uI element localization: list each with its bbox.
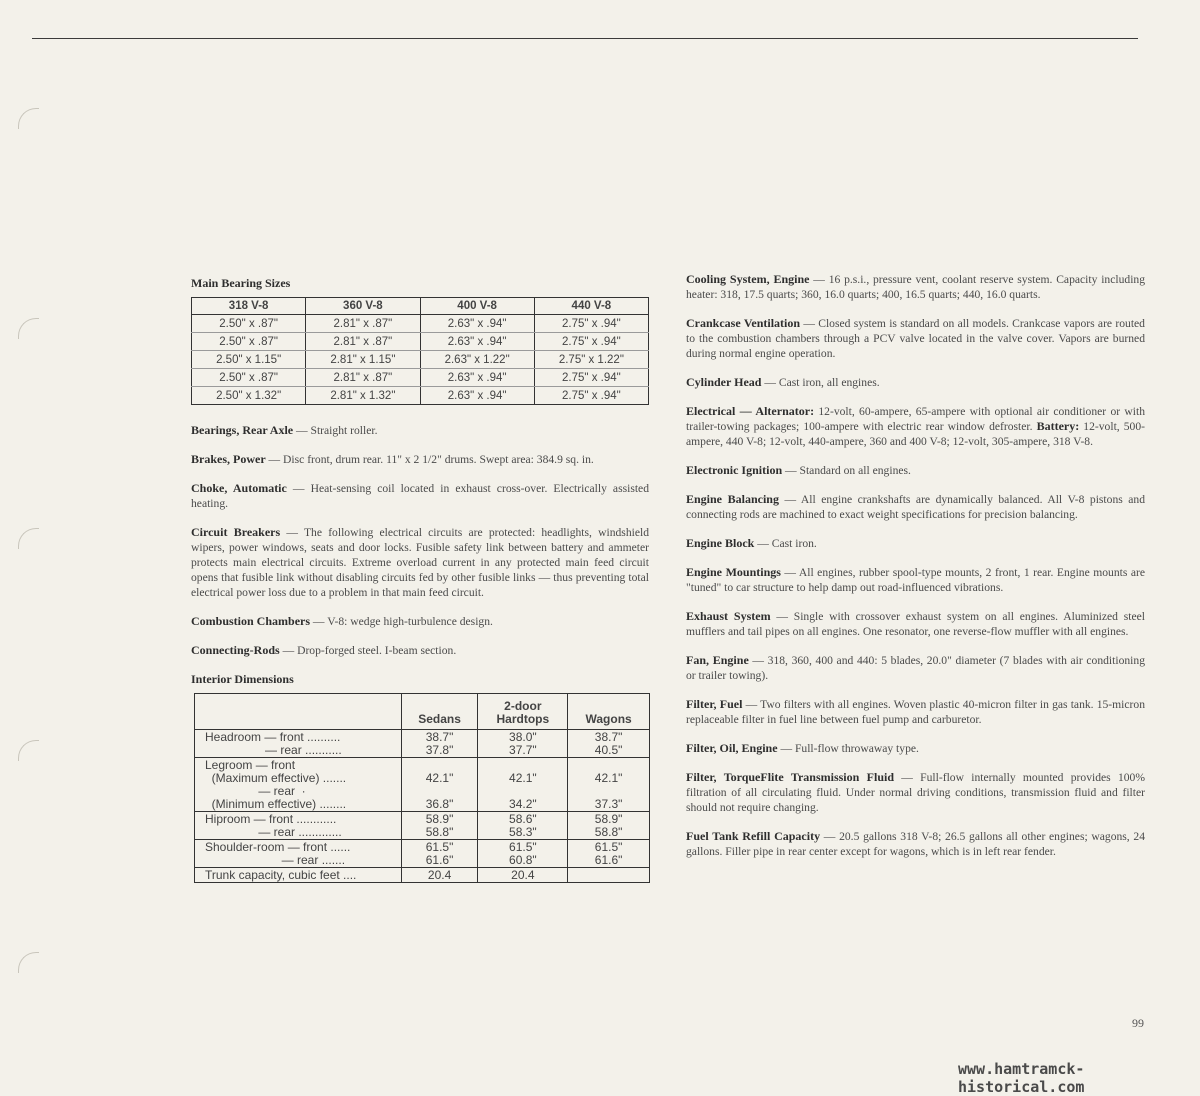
table-cell: 38.0" 37.7" [478, 730, 568, 758]
table-cell: 2.81" x 1.15" [306, 351, 420, 369]
spec-text: — Full-flow internally mounted provides 100% filtration of all circulating fluid. Under normal driving conditions, transmission fluid and filter should not require changing. [686, 771, 1145, 814]
punch-hole-mark [18, 108, 39, 129]
spec-term: Electronic Ignition [686, 463, 783, 477]
table-cell: 2.75" x .94" [534, 315, 648, 333]
table-cell [568, 868, 650, 883]
spec-term: Fuel Tank Refill Capacity [686, 829, 821, 843]
table-row [195, 758, 650, 812]
spec-text: — Two filters with all engines. Woven plastic 40-micron filter in gas tank. 15-micron replaceable filter in fuel line between fuel pump and carburetor. [686, 698, 1145, 726]
watermark-text: www.hamtramck-historical.com [958, 1060, 1085, 1096]
spec-term: Engine Block [686, 536, 755, 550]
spec-term: Filter, TorqueFlite Transmission Fluid [686, 770, 895, 784]
spec-text: — 16 p.s.i., pressure vent, coolant reserve system. Capacity including heater: 318, 17.5 quarts; 360, 16.0 quarts; 400, 16.5 quarts; 440, 16.0 quarts. [686, 273, 1146, 301]
spec-text: — Full-flow throwaway type. [777, 742, 919, 755]
table-cell: 2.75" x .94" [534, 369, 648, 387]
table-cell: 2.50" x .87" [192, 315, 306, 333]
table-row [192, 369, 649, 387]
spec-term: Circuit Breakers [191, 525, 281, 539]
spec-text: — 20.5 gallons 318 V-8; 26.5 gallons all other engines; wagons, 24 gallons. Filler pipe in rear center except for wagons, which is in left rear fender. [686, 830, 1145, 858]
table-cell: 2.63" x .94" [420, 387, 534, 405]
top-rule [32, 38, 1138, 39]
table-cell: 2.50" x 1.15" [192, 351, 306, 369]
table-cell: 58.9" 58.8" [568, 812, 650, 840]
table-cell: 42.1" 36.8" [401, 758, 478, 812]
spec-term: Brakes, Power [191, 452, 266, 466]
table-cell: 2.81" x .87" [306, 369, 420, 387]
punch-hole-mark [18, 318, 39, 339]
punch-hole-mark [18, 952, 39, 973]
spec-entry-engine-block [686, 536, 1145, 551]
table-cell: 2.81" x .87" [306, 333, 420, 351]
table-header-cell: Sedans [401, 694, 478, 730]
spec-text: — Standard on all engines. [782, 464, 911, 477]
spec-term: Combustion Chambers [191, 614, 311, 628]
spec-text: — Drop-forged steel. I-beam section. [279, 644, 457, 657]
interior-title: Interior Dimensions [191, 672, 294, 686]
spec-entry-balancing [686, 492, 1145, 522]
spec-term: Electrical — Alternator: [686, 404, 815, 418]
punch-hole-mark [18, 528, 39, 549]
spec-text: — V-8: wedge high-turbulence design. [310, 615, 493, 628]
spec-term: Cooling System, Engine [686, 272, 810, 286]
spec-term: Filter, Fuel [686, 697, 743, 711]
spec-entry-fuel-filter [686, 697, 1145, 727]
table-cell: 58.9" 58.8" [401, 812, 478, 840]
table-header-cell: Wagons [568, 694, 650, 730]
spec-term: Connecting-Rods [191, 643, 280, 657]
spec-text: — Disc front, drum rear. 11" x 2 1/2" drums. Swept area: 384.9 sq. in. [265, 453, 594, 466]
page-number: 99 [1132, 1016, 1144, 1030]
row-label: Shoulder-room — front ...... — rear ....... [195, 840, 402, 868]
spec-text: — Straight roller. [293, 424, 378, 437]
row-label: Trunk capacity, cubic feet .... [195, 868, 402, 883]
spec-text: — All engine crankshafts are dynamically balanced. All V-8 pistons and connecting rods are machined to exact weight specifications for precision balancing. [686, 493, 1146, 521]
table-header-cell: 318 V-8 [192, 298, 306, 315]
table-cell: 61.5" 61.6" [568, 840, 650, 868]
spec-term: Cylinder Head [686, 375, 762, 389]
table-cell: 2.75" x 1.22" [534, 351, 648, 369]
spec-term: Battery: [1036, 419, 1080, 433]
spec-text: — Closed system is standard on all models. Crankcase vapors are routed to the combustion chambers through a PCV valve located in the valve cover. Vapors are burned during normal engine operation. [686, 317, 1145, 360]
table-cell: 2.75" x .94" [534, 333, 648, 351]
spec-text: — Heat-sensing coil located in exhaust cross-over. Electrically assisted heating. [191, 482, 650, 510]
spec-text: — 318, 360, 400 and 440: 5 blades, 20.0" diameter (7 blades with air conditioning or trailer towing). [686, 654, 1145, 682]
left-column [191, 276, 649, 883]
table-cell: 42.1" 34.2" [478, 758, 568, 812]
spec-entry-brakes [191, 452, 649, 467]
table-header-cell [195, 694, 402, 730]
table-row [195, 812, 650, 840]
table-cell: 2.75" x .94" [534, 387, 648, 405]
table-cell: 2.81" x .87" [306, 315, 420, 333]
spec-entry-mountings [686, 565, 1145, 595]
table-cell: 20.4 [478, 868, 568, 883]
interior-table [194, 693, 650, 883]
main-bearing-title: Main Bearing Sizes [191, 276, 291, 290]
table-row [192, 333, 649, 351]
spec-entry-circuit-breakers [191, 525, 649, 600]
spec-entry-transmission-filter [686, 770, 1145, 815]
row-label: Hiproom — front ............ — rear ............. [195, 812, 402, 840]
table-cell: 61.5" 60.8" [478, 840, 568, 868]
table-cell: 58.6" 58.3" [478, 812, 568, 840]
spec-term: Bearings, Rear Axle [191, 423, 294, 437]
table-header-cell: 2-door Hardtops [478, 694, 568, 730]
table-cell: 2.81" x 1.32" [306, 387, 420, 405]
table-cell: 2.63" x .94" [420, 369, 534, 387]
table-header-cell: 440 V-8 [534, 298, 648, 315]
table-row [192, 387, 649, 405]
table-row [195, 868, 650, 883]
spec-entry-connecting-rods [191, 643, 649, 658]
table-header-cell: 400 V-8 [420, 298, 534, 315]
spec-entry-choke [191, 481, 649, 511]
spec-text: — Cast iron. [754, 537, 817, 550]
row-label: Headroom — front .......... — rear ........... [195, 730, 402, 758]
table-row [195, 730, 650, 758]
table-cell: 2.50" x 1.32" [192, 387, 306, 405]
spec-text: — All engines, rubber spool-type mounts, 2 front, 1 rear. Engine mounts are "tuned" to car structure to help damp out road-influenced vibrations. [686, 566, 1145, 594]
spec-term: Exhaust System [686, 609, 771, 623]
spec-term: Crankcase Ventilation [686, 316, 801, 330]
main-bearing-table [191, 297, 649, 405]
spec-entry-fan [686, 653, 1145, 683]
spec-entry-fuel-tank [686, 829, 1145, 859]
table-cell: 2.50" x .87" [192, 333, 306, 351]
spec-entry-bearings [191, 423, 649, 438]
table-cell: 42.1" 37.3" [568, 758, 650, 812]
spec-entry-cooling [686, 272, 1145, 302]
table-header-cell: 360 V-8 [306, 298, 420, 315]
spec-entry-cylinder-head [686, 375, 1145, 390]
spec-text: — Cast iron, all engines. [761, 376, 880, 389]
table-header-row [192, 298, 649, 315]
spec-term: Engine Balancing [686, 492, 779, 506]
spec-text: — The following electrical circuits are protected: headlights, windshield wipers, power windows, seats and door locks. Fusible safety link between battery and ammeter protects main electrical circuits. Extreme overload current in any protected main feed circuit opens that fusible link without disabling circuits fed by other fusible links — thus preventing total electrical power loss due to a problem in that main feed circuit. [191, 526, 650, 599]
punch-hole-mark [18, 740, 39, 761]
table-cell: 38.7" 40.5" [568, 730, 650, 758]
spec-text: 12-volt, 500-ampere, 440 V-8; 12-volt, 440-ampere, 360 and 400 V-8; 12-volt, 305-ampere, 318 V-8. [686, 420, 1146, 448]
spec-entry-oil-filter [686, 741, 1145, 756]
table-header-row [195, 694, 650, 730]
spec-term: Filter, Oil, Engine [686, 741, 778, 755]
table-cell: 2.63" x .94" [420, 315, 534, 333]
spec-term: Engine Mountings [686, 565, 781, 579]
table-cell: 2.63" x 1.22" [420, 351, 534, 369]
table-row [192, 351, 649, 369]
spec-term: Fan, Engine [686, 653, 749, 667]
spec-entry-electrical [686, 404, 1145, 449]
spec-entry-crankcase [686, 316, 1145, 361]
spec-term: Choke, Automatic [191, 481, 287, 495]
table-cell: 61.5" 61.6" [401, 840, 478, 868]
table-row [195, 840, 650, 868]
table-cell: 2.50" x .87" [192, 369, 306, 387]
spec-text: 12-volt, 60-ampere, 65-ampere with optional air conditioner or with trailer-towing packages; 100-ampere with electric rear window defroster. [686, 405, 1145, 433]
spec-entry-exhaust [686, 609, 1145, 639]
spec-entry-ignition [686, 463, 1145, 478]
table-cell: 38.7" 37.8" [401, 730, 478, 758]
table-row [192, 315, 649, 333]
table-cell: 20.4 [401, 868, 478, 883]
spec-text: — Single with crossover exhaust system on all engines. Aluminized steel mufflers and tail pipes on all engines. One resonator, one reverse-flow muffler with all engines. [686, 610, 1145, 638]
right-column [686, 272, 1145, 859]
row-label: Legroom — front (Maximum effective) ....... — rear · (Minimum effective) ........ [195, 758, 402, 812]
table-cell: 2.63" x .94" [420, 333, 534, 351]
spec-entry-combustion [191, 614, 649, 629]
